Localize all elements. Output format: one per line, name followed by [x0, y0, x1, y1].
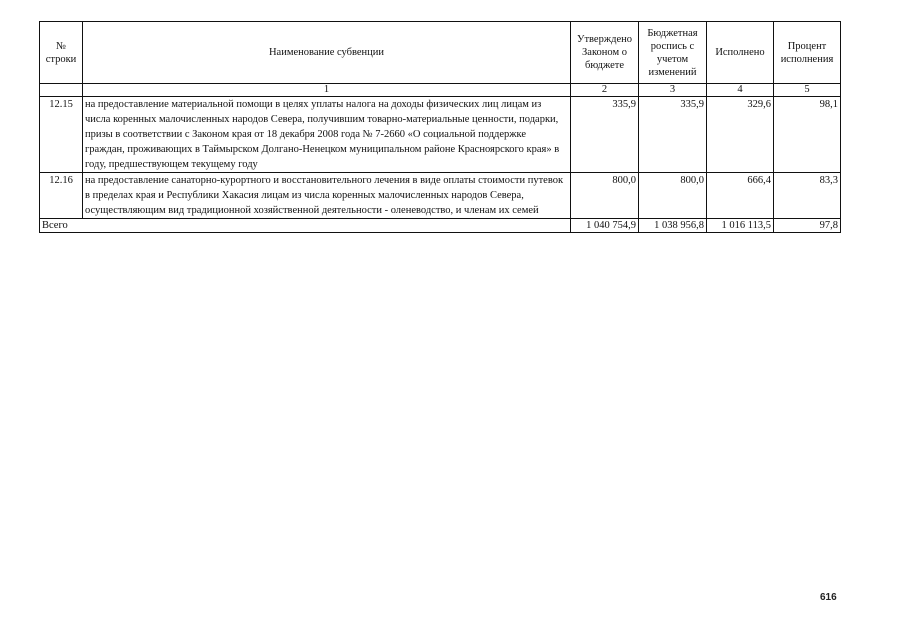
column-number-blank — [40, 84, 83, 97]
header-row — [40, 22, 841, 84]
header-row-number — [40, 22, 83, 84]
total-approved: 1 040 754,9 — [571, 219, 639, 233]
percent-value: 83,3 — [774, 173, 841, 219]
subvention-name: на предоставление материальной помощи в целях уплаты налога на доходы физических лиц лицам из числа коренных малочисленных народов Севера, получившим товарно-материальные ценности, подарки, призы в соответствии с Законом края от 18 декабря 2008 года № 7-2660 «О социальной поддержке граждан, проживающих в Таймырском Долгано-Ненецком муниципальном районе Красноярского края» в году, предшествующем текущему году — [83, 97, 571, 173]
column-numbers-row — [40, 84, 841, 97]
subvention-name: на предоставление санаторно-курортного и восстановительного лечения в виде оплаты стоимости путевок в пределах края и Республики Хакасия лицам из числа коренных малочисленных народов Севера, осуществляющим вид традиционной хозяйственной деятельности - оленеводство, и членам их семей — [83, 173, 571, 219]
column-number: 3 — [639, 84, 707, 97]
header-row-number-line2: строки — [45, 53, 77, 65]
total-label: Всего — [40, 219, 571, 233]
header-row-number-line1: № — [55, 40, 67, 52]
executed-value: 666,4 — [707, 173, 774, 219]
executed-value: 329,6 — [707, 97, 774, 173]
budget-value: 335,9 — [639, 97, 707, 173]
subventions-table — [39, 21, 841, 233]
header-executed: Исполнено — [707, 22, 774, 84]
approved-value: 335,9 — [571, 97, 639, 173]
total-row — [40, 219, 841, 233]
row-number: 12.15 — [40, 97, 83, 173]
budget-value: 800,0 — [639, 173, 707, 219]
total-budget: 1 038 956,8 — [639, 219, 707, 233]
percent-value: 98,1 — [774, 97, 841, 173]
header-subvention-name: Наименование субвенции — [83, 22, 571, 84]
total-executed: 1 016 113,5 — [707, 219, 774, 233]
total-percent: 97,8 — [774, 219, 841, 233]
column-number: 1 — [83, 84, 571, 97]
table-row — [40, 97, 841, 173]
approved-value: 800,0 — [571, 173, 639, 219]
header-execution-percent: Процент исполнения — [774, 22, 841, 84]
column-number: 5 — [774, 84, 841, 97]
column-number: 2 — [571, 84, 639, 97]
column-number: 4 — [707, 84, 774, 97]
header-approved-by-law: Утверждено Законом о бюджете — [571, 22, 639, 84]
page-number: 616 — [820, 592, 837, 603]
table-row — [40, 173, 841, 219]
header-budget-schedule: Бюджетная роспись с учетом изменений — [639, 22, 707, 84]
row-number: 12.16 — [40, 173, 83, 219]
